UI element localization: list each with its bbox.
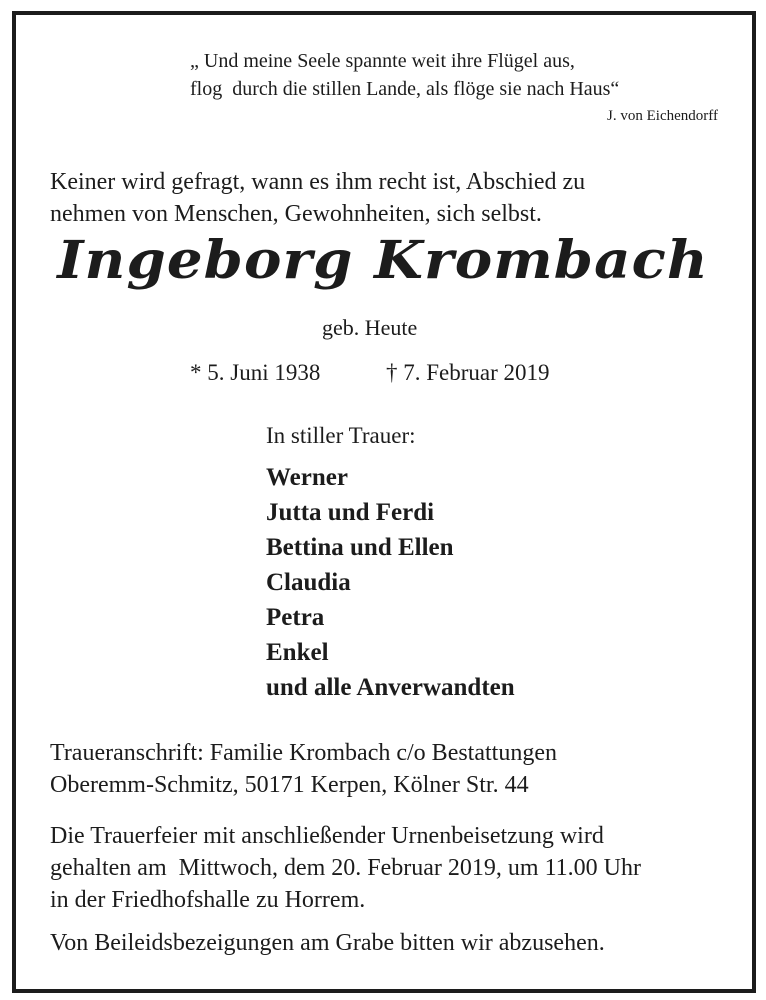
quote-author: J. von Eichendorff — [607, 108, 718, 124]
intro-line-1: Keiner wird gefragt, wann es ihm recht ist, Abschied zu — [50, 169, 586, 195]
ceremony-info — [50, 820, 641, 916]
address-line-2: Oberemm-Schmitz, 50171 Kerpen, Kölner Str. 44 — [50, 772, 529, 798]
intro-text — [50, 166, 585, 230]
mourner-name: Jutta und Ferdi — [266, 499, 435, 526]
mourning-address — [50, 737, 557, 801]
birth-name: geb. Heute — [322, 315, 418, 340]
mourner-name: Petra — [266, 604, 325, 631]
poem-quote — [190, 47, 619, 103]
birth-date: * 5. Juni 1938 — [190, 360, 321, 385]
mourner-name: Bettina und Ellen — [266, 534, 454, 561]
mourner-name: Werner — [266, 464, 348, 491]
ceremony-line-3: in der Friedhofshalle zu Horrem. — [50, 887, 366, 913]
ceremony-line-1: Die Trauerfeier mit anschließender Urnenbeisetzung wird — [50, 823, 604, 849]
ceremony-line-2: gehalten am Mittwoch, dem 20. Februar 2019, um 11.00 Uhr — [50, 855, 641, 881]
quote-line-2: flog durch die stillen Lande, als flöge sie nach Haus“ — [190, 78, 620, 100]
mourners-list — [266, 460, 515, 705]
address-line-1: Traueranschrift: Familie Krombach c/o Bestattungen — [50, 740, 557, 766]
deceased-name: Ingeborg Krombach — [57, 230, 709, 291]
mourner-name: Claudia — [266, 569, 351, 596]
quote-line-1: „ Und meine Seele spannte weit ihre Flügel aus, — [190, 50, 575, 72]
mourner-name: und alle Anverwandten — [266, 674, 515, 701]
mourner-name: Enkel — [266, 639, 329, 666]
intro-line-2: nehmen von Menschen, Gewohnheiten, sich selbst. — [50, 201, 542, 227]
mourning-label: In stiller Trauer: — [266, 423, 416, 448]
closing-note: Von Beileidsbezeigungen am Grabe bitten wir abzusehen. — [50, 930, 605, 956]
death-date: † 7. Februar 2019 — [386, 360, 550, 385]
